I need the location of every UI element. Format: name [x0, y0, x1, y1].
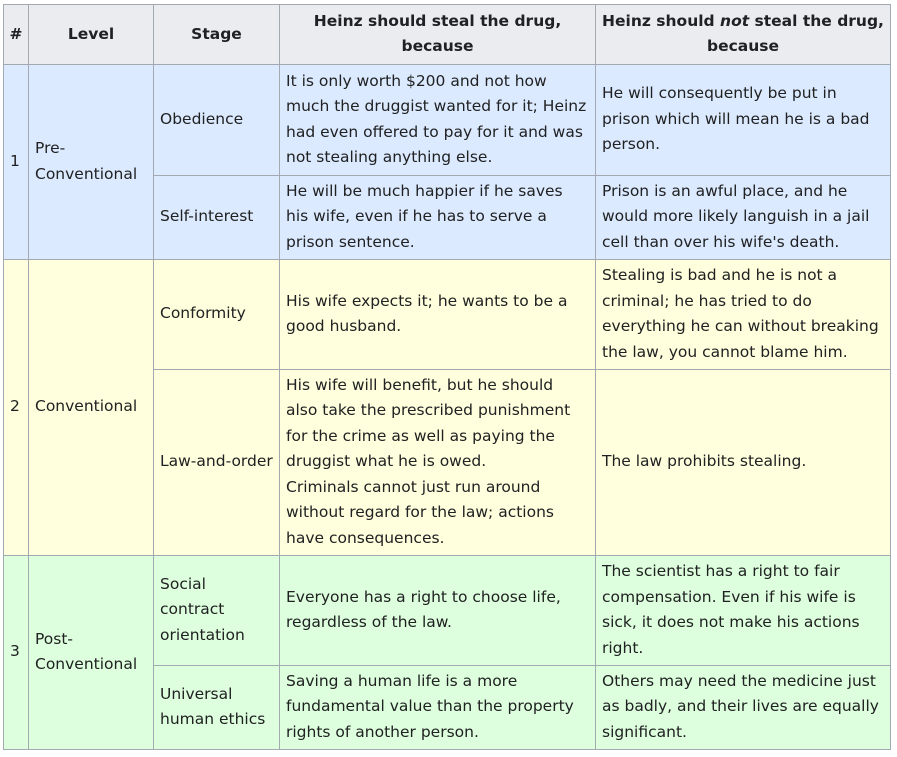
kohlberg-heinz-table — [3, 4, 891, 750]
level-number: 1 — [4, 65, 29, 260]
not-steal-reason: The scientist has a right to fair compensation. Even if his wife is sick, it does not make his actions right. — [596, 556, 891, 666]
level-name: Conventional — [29, 260, 154, 556]
table-row — [4, 556, 891, 666]
steal-reason-line: Criminals cannot just run around without regard for the law; actions have consequences. — [286, 477, 554, 547]
stage-name: Obedience — [154, 65, 280, 176]
not-steal-reason: Stealing is bad and he is not a criminal; he has tried to do everything he can without breaking the law, you cannot blame him. — [596, 260, 891, 370]
steal-reason: His wife expects it; he wants to be a good husband. — [280, 260, 596, 370]
header-row — [4, 5, 891, 65]
stage-name: Social contract orientation — [154, 556, 280, 666]
table-row — [4, 65, 891, 176]
not-steal-reason: The law prohibits stealing. — [596, 370, 891, 556]
level-name-line: Conventional — [35, 655, 138, 673]
header-should-steal: Heinz should steal the drug, because — [280, 5, 596, 65]
steal-reason: Saving a human life is a more fundamental value than the property rights of another person. — [280, 666, 596, 750]
level-name-line: Conventional — [35, 164, 138, 183]
level-name-line: Pre- — [35, 139, 66, 157]
stage-name: Universal human ethics — [154, 666, 280, 750]
steal-reason-line: His wife will benefit, but he should also take the prescribed punishment for the crime as well as paying the druggist what he is owed. — [286, 375, 571, 471]
stage-name: Conformity — [154, 260, 280, 370]
header-not-suffix: steal the drug, because — [706, 12, 884, 55]
stage-name: Law-and-order — [154, 370, 280, 556]
not-steal-reason: He will consequently be put in prison which will mean he is a bad person. — [596, 65, 891, 176]
level-name-line: Post- — [35, 629, 74, 648]
level-number: 3 — [4, 556, 29, 750]
header-not-emphasis: not — [720, 12, 750, 30]
stage-name: Self-interest — [154, 176, 280, 260]
level-name — [29, 65, 154, 260]
header-number: # — [4, 5, 29, 65]
not-steal-reason: Prison is an awful place, and he would more likely languish in a jail cell than over his wife's death. — [596, 176, 891, 260]
steal-reason: Everyone has a right to choose life, regardless of the law. — [280, 556, 596, 666]
header-should-not-steal — [596, 5, 891, 65]
header-not-prefix: Heinz should — [602, 12, 721, 30]
level-number: 2 — [4, 260, 29, 556]
steal-reason: It is only worth $200 and not how much the druggist wanted for it; Heinz had even offered to pay for it and was not stealing anything else. — [280, 65, 596, 176]
not-steal-reason: Others may need the medicine just as badly, and their lives are equally significant. — [596, 666, 891, 750]
level-name — [29, 556, 154, 750]
header-level: Level — [29, 5, 154, 65]
steal-reason — [280, 370, 596, 556]
header-stage: Stage — [154, 5, 280, 65]
table-row — [4, 260, 891, 370]
steal-reason: He will be much happier if he saves his wife, even if he has to serve a prison sentence. — [280, 176, 596, 260]
